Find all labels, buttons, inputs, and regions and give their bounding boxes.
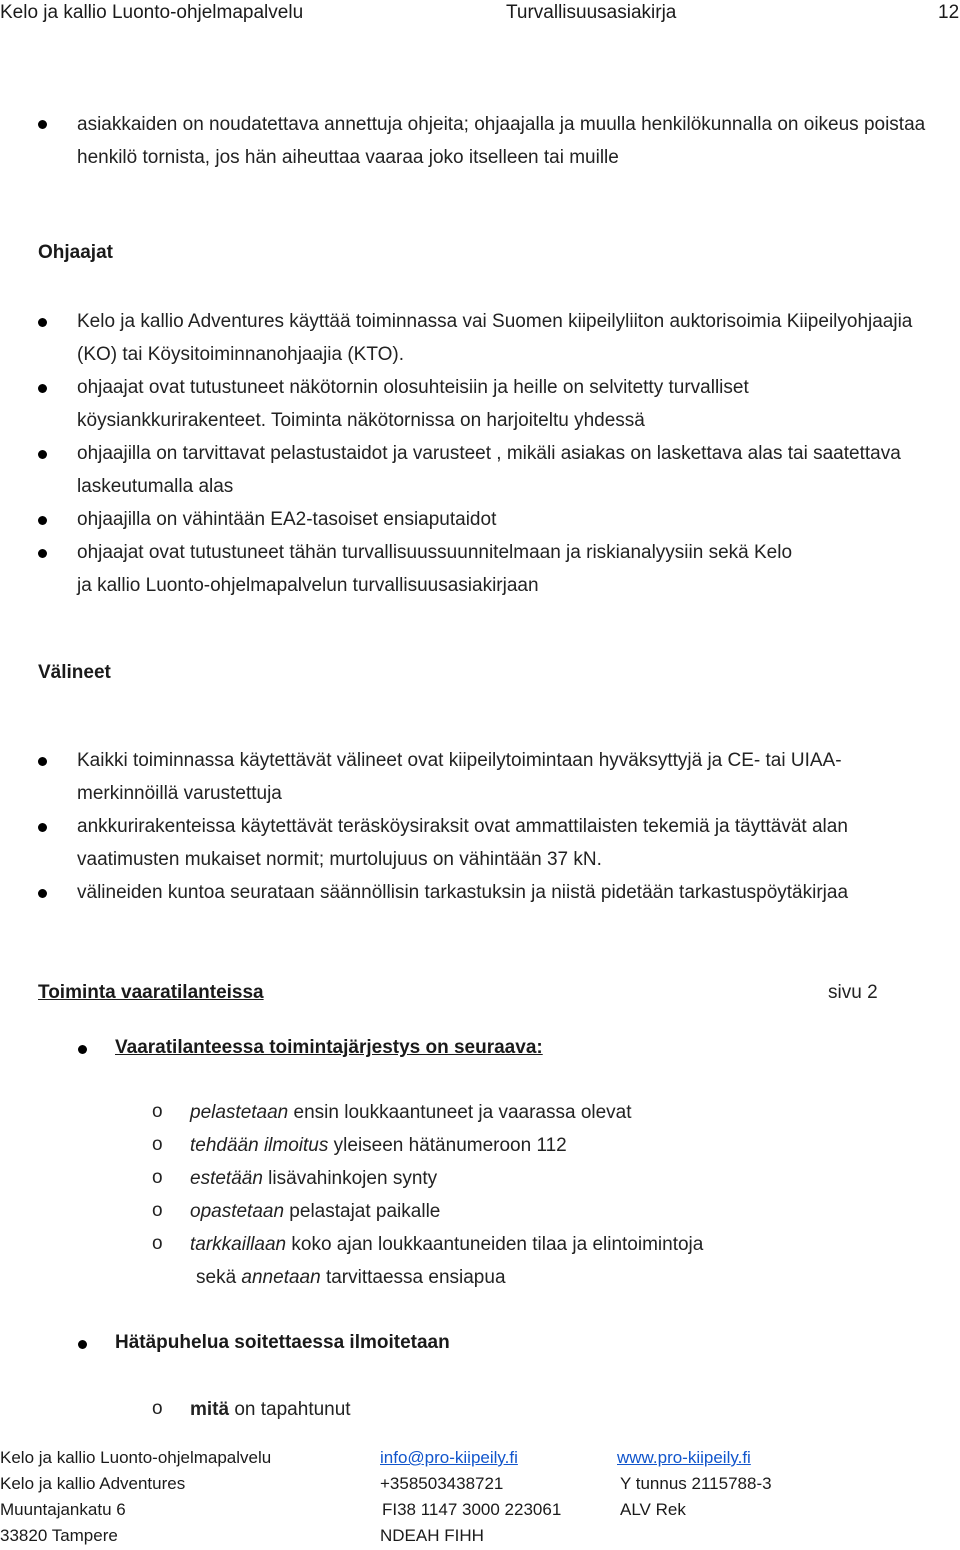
bullet-icon <box>38 384 47 393</box>
footer-email-link[interactable]: info@pro-kiipeily.fi <box>380 1448 518 1467</box>
step-item: pelastetaan ensin loukkaantuneet ja vaarassa olevat <box>190 1102 632 1123</box>
circle-bullet-icon: o <box>152 1200 163 1221</box>
ohjaajat-item: ohjaajilla on tarvittavat pelastustaidot ja varusteet , mikäli asiakas on laskettava alas tai saatettava laskeutumalla alas <box>77 443 901 497</box>
ohjaajat-item: ohjaajat ovat tutustuneet näkötornin olosuhteisiin ja heille on selvitetty turvalliset köysiankkurirakenteet. Toiminta näkötornissa on harjoiteltu yhdessä <box>77 377 749 431</box>
footer-iban: FI38 1147 3000 223061 <box>382 1500 562 1519</box>
call-heading: Hätäpuhelua soitettaessa ilmoitetaan <box>115 1332 450 1353</box>
section-heading-toiminta: Toiminta vaaratilanteissa <box>38 982 264 1003</box>
circle-bullet-icon: o <box>152 1398 163 1419</box>
section-heading-valineet: Välineet <box>38 662 111 683</box>
footer-vat-registered: ALV Rek <box>620 1500 686 1519</box>
order-heading: Vaaratilanteessa toimintajärjestys on seuraava: <box>115 1037 543 1058</box>
call-item: mitä on tapahtunut <box>190 1399 351 1420</box>
valineet-item: Kaikki toiminnassa käytettävät välineet ovat kiipeilytoimintaan hyväksyttyjä ja CE- tai UIAA-merkinnöillä varustettuja <box>77 750 842 804</box>
step-item: estetään lisävahinkojen synty <box>190 1168 438 1189</box>
circle-bullet-icon: o <box>152 1167 163 1188</box>
footer-city: 33820 Tampere <box>0 1526 118 1545</box>
header-page-number: 12 <box>938 2 960 23</box>
circle-bullet-icon: o <box>152 1134 163 1155</box>
bullet-icon <box>38 450 47 459</box>
intro-bullet-text: asiakkaiden on noudatettava annettuja ohjeita; ohjaajalla ja muulla henkilökunnalla on oikeus poistaa henkilö tornista, jos hän aiheuttaa vaaraa joko itselleen tai muille <box>77 114 926 168</box>
section-heading-ohjaajat: Ohjaajat <box>38 242 113 263</box>
bullet-icon <box>78 1045 87 1054</box>
footer-bic: NDEAH FIHH <box>380 1526 484 1545</box>
ohjaajat-item: Kelo ja kallio Adventures käyttää toiminnassa vai Suomen kiipeilyliiton auktorisoimia Kiipeilyohjaajia (KO) tai Köysitoiminnanohjaajia (KTO). <box>77 311 913 365</box>
valineet-item: välineiden kuntoa seurataan säännöllisin tarkastuksin ja niistä pidetään tarkastuspöytäkirjaa <box>77 882 849 903</box>
bullet-icon <box>38 549 47 558</box>
header-org: Kelo ja kallio Luonto-ohjelmapalvelu <box>0 2 304 23</box>
header-doc-title: Turvallisuusasiakirja <box>506 2 677 23</box>
page-reference: sivu 2 <box>828 982 878 1003</box>
footer-website-link[interactable]: www.pro-kiipeily.fi <box>617 1448 751 1467</box>
footer-org-name: Kelo ja kallio Luonto-ohjelmapalvelu <box>0 1448 272 1467</box>
bullet-icon <box>38 757 47 766</box>
step-item: opastetaan pelastajat paikalle <box>190 1201 441 1222</box>
valineet-item: ankkurirakenteissa käytettävät teräsköysiraksit ovat ammattilaisten tekemiä ja täyttävät alan vaatimusten mukaiset normit; murtolujuus on vähintään 37 kN. <box>77 816 848 870</box>
step-item: tarkkaillaan koko ajan loukkaantuneiden tilaa ja elintoimintoja <box>190 1234 704 1255</box>
bullet-icon <box>38 516 47 525</box>
step-item: tehdään ilmoitus yleiseen hätänumeroon 112 <box>190 1135 567 1156</box>
circle-bullet-icon: o <box>152 1233 163 1254</box>
footer-phone: +358503438721 <box>380 1474 504 1493</box>
ohjaajat-item: ohjaajat ovat tutustuneet tähän turvallisuussuunnitelmaan ja riskianalyysiin sekä Kelo ja kallio Luonto-ohjelmapalvelun turvallisuusasiakirjaan <box>77 542 793 596</box>
circle-bullet-icon: o <box>152 1101 163 1122</box>
ohjaajat-item: ohjaajilla on vähintään EA2-tasoiset ensiaputaidot <box>77 509 497 530</box>
footer-business-id: Y tunnus 2115788-3 <box>620 1474 772 1493</box>
footer-street: Muuntajankatu 6 <box>0 1500 126 1519</box>
step-item-continuation: sekä annetaan tarvittaessa ensiapua <box>196 1267 506 1288</box>
bullet-icon <box>38 120 47 129</box>
bullet-icon <box>38 318 47 327</box>
bullet-icon <box>38 823 47 832</box>
footer-company: Kelo ja kallio Adventures <box>0 1474 186 1493</box>
bullet-icon <box>38 889 47 898</box>
bullet-icon <box>78 1340 87 1349</box>
